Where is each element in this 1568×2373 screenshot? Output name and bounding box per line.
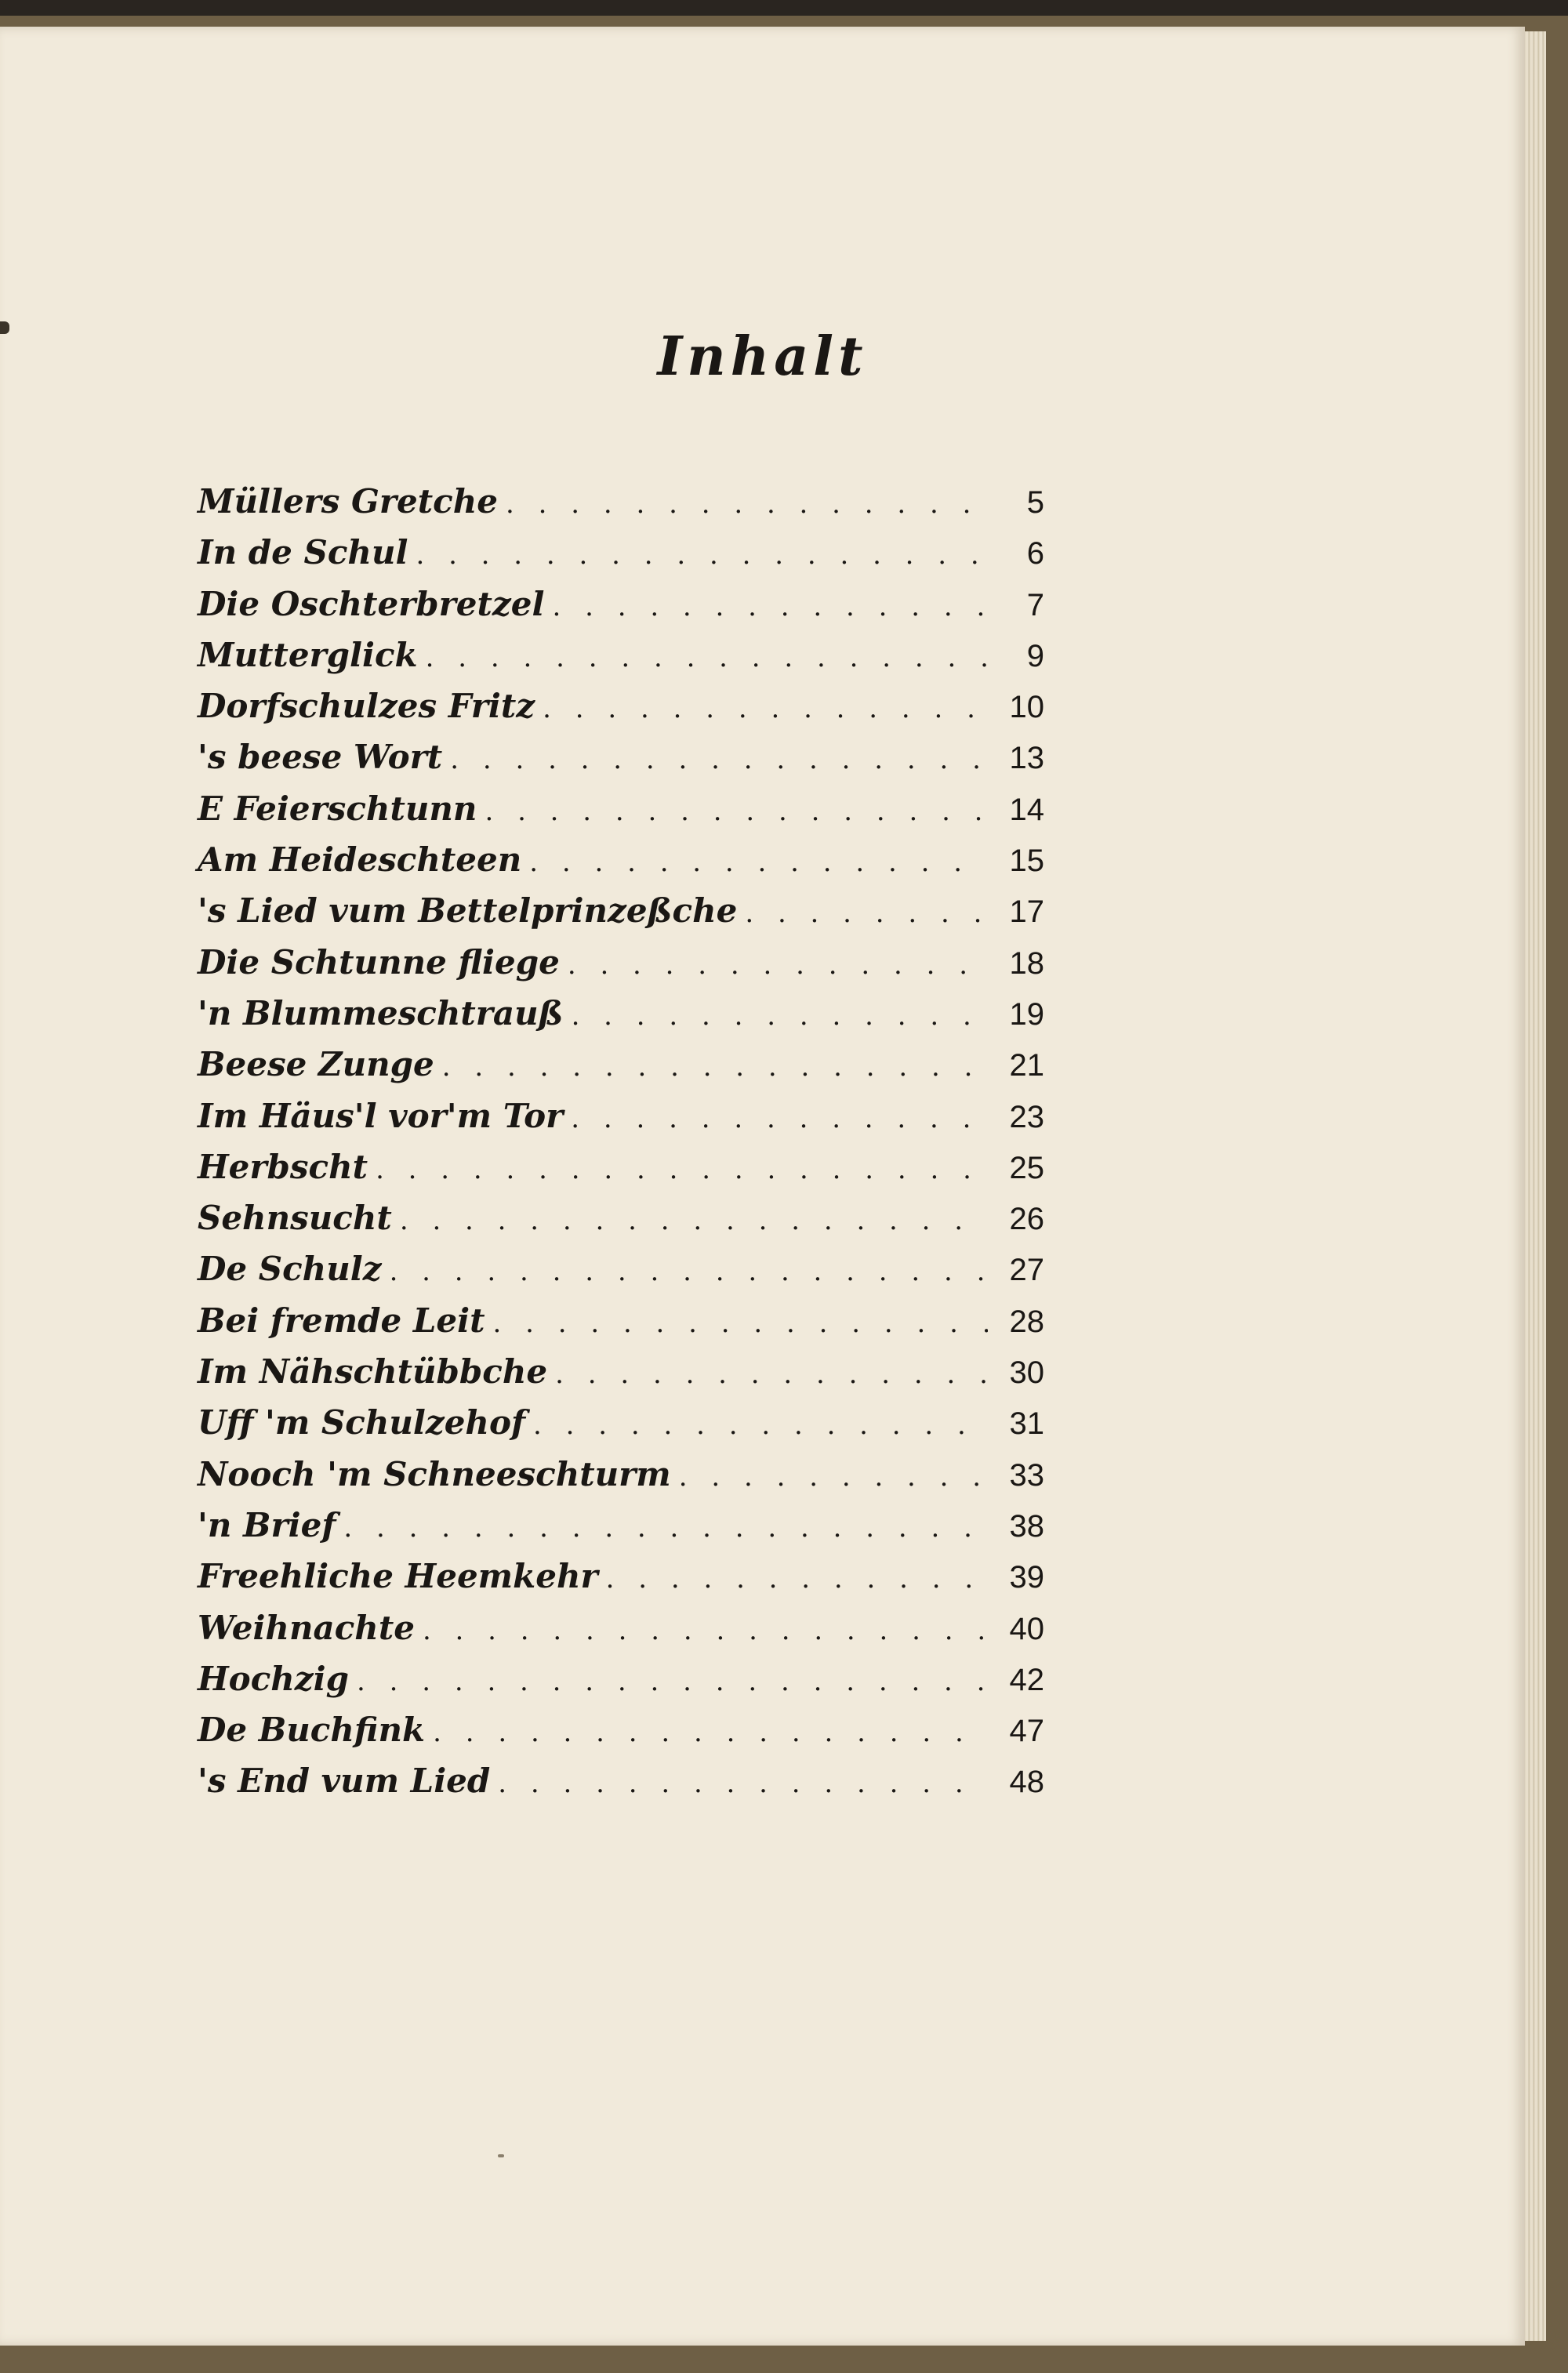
toc-entry	[198, 943, 1044, 994]
toc-entry	[198, 1455, 1044, 1506]
toc-entry-page: 19	[1009, 996, 1044, 1032]
toc-leader-dots	[423, 1615, 988, 1646]
toc-leader-dots	[679, 1461, 988, 1493]
toc-entry	[198, 1250, 1044, 1301]
toc-leader-dots	[543, 693, 988, 724]
toc-entry-page: 28	[1009, 1304, 1044, 1339]
toc-entry-page: 48	[1009, 1765, 1044, 1800]
toc-entry	[198, 636, 1044, 687]
toc-entry-page: 15	[1009, 844, 1044, 879]
toc-entry-title: Müllers Gretche	[198, 482, 499, 521]
toc-leader-dots	[533, 1410, 988, 1441]
toc-entry-page: 21	[1009, 1048, 1044, 1083]
toc-leader-dots	[492, 1308, 988, 1339]
toc-leader-dots	[426, 642, 988, 673]
toc-leader-dots	[400, 1205, 988, 1236]
toc-leader-dots	[498, 1768, 988, 1799]
toc-entry-title: Weihnachte	[198, 1608, 415, 1647]
toc-entry	[198, 1660, 1044, 1711]
toc-entry-title: Die Schtunne fliege	[198, 942, 560, 981]
toc-entry-title: Hochzig	[198, 1659, 349, 1698]
toc-entry-page: 33	[1009, 1457, 1044, 1493]
toc-entry	[198, 891, 1044, 942]
toc-entry-title: Am Heideschteen	[198, 840, 522, 880]
toc-leader-dots	[552, 591, 988, 622]
toc-entry-title: Uff 'm Schulzehof	[198, 1403, 526, 1442]
toc-entry-title: Bei fremde Leit	[198, 1301, 485, 1340]
toc-entry-title: In de Schul	[198, 533, 408, 572]
toc-entry-title: E Feierschtunn	[198, 789, 477, 828]
toc-leader-dots	[343, 1512, 988, 1544]
paper-speck	[498, 2154, 504, 2157]
toc-entry	[198, 1301, 1044, 1352]
toc-leader-dots	[506, 488, 988, 520]
toc-entry-title: Mutterglick	[198, 635, 418, 674]
toc-leader-dots	[529, 847, 988, 878]
toc-entry-title: Freehliche Heemkehr	[198, 1557, 598, 1596]
toc-entry-page: 25	[1009, 1150, 1044, 1185]
toc-entry-title: Dorfschulzes Fritz	[198, 687, 535, 726]
toc-entry-title: Im Häus'l vor'm Tor	[198, 1096, 564, 1135]
toc-entry-title: 'n Blummeschtrauß	[198, 993, 564, 1032]
toc-entry	[198, 1403, 1044, 1454]
toc-entry-page: 6	[1026, 536, 1044, 571]
toc-entry-page: 30	[1009, 1355, 1044, 1391]
page-title: Inhalt	[657, 325, 868, 388]
toc-entry	[198, 1045, 1044, 1096]
toc-entry-page: 10	[1009, 690, 1044, 725]
toc-entry-title: Die Oschterbretzel	[198, 584, 545, 623]
toc-entry-title: Beese Zunge	[198, 1045, 434, 1084]
toc-leader-dots	[485, 796, 988, 827]
toc-entry-page: 7	[1026, 587, 1044, 622]
toc-entry-page: 9	[1026, 638, 1044, 673]
toc-leader-dots	[571, 1103, 988, 1134]
toc-leader-dots	[357, 1666, 988, 1697]
toc-entry-title: Sehnsucht	[198, 1199, 392, 1238]
toc-entry-page: 18	[1009, 945, 1044, 981]
toc-entry-page: 23	[1009, 1099, 1044, 1134]
toc-entry	[198, 482, 1044, 533]
toc-leader-dots	[442, 1051, 988, 1083]
toc-entry	[198, 1557, 1044, 1608]
toc-entry-title: 's End vum Lied	[198, 1762, 491, 1801]
toc-entry	[198, 1097, 1044, 1148]
toc-leader-dots	[433, 1717, 988, 1748]
toc-entry	[198, 1506, 1044, 1557]
toc-entry-title: 'n Brief	[198, 1505, 336, 1544]
toc-entry-page: 26	[1009, 1202, 1044, 1237]
toc-entry	[198, 738, 1044, 789]
toc-entry	[198, 1609, 1044, 1660]
toc-entry	[198, 687, 1044, 738]
toc-leader-dots	[568, 949, 988, 981]
toc-leader-dots	[390, 1256, 988, 1287]
toc-entry-title: De Buchfink	[198, 1711, 426, 1750]
toc-entry-page: 17	[1009, 894, 1044, 930]
toc-entry-page: 14	[1009, 792, 1044, 827]
toc-entry	[198, 1352, 1044, 1403]
toc-entry	[198, 789, 1044, 840]
table-of-contents	[198, 482, 1044, 1813]
toc-entry-title: Herbscht	[198, 1147, 368, 1186]
toc-entry-page: 13	[1009, 741, 1044, 776]
toc-leader-dots	[606, 1563, 988, 1595]
toc-leader-dots	[745, 898, 988, 929]
toc-leader-dots	[450, 744, 988, 775]
toc-entry	[198, 994, 1044, 1045]
toc-entry-title: Nooch 'm Schneeschturm	[198, 1454, 671, 1493]
toc-entry-title: Im Nähschtübbche	[198, 1352, 548, 1392]
toc-entry-title: 's Lied vum Bettelprinzeßche	[198, 891, 738, 931]
toc-entry-page: 31	[1009, 1406, 1044, 1442]
toc-entry-page: 42	[1009, 1662, 1044, 1697]
toc-entry-title: 's beese Wort	[198, 738, 443, 777]
toc-entry-page: 5	[1026, 485, 1044, 520]
toc-entry-title: De Schulz	[198, 1250, 382, 1289]
toc-entry	[198, 1762, 1044, 1812]
toc-entry-page: 47	[1009, 1714, 1044, 1749]
toc-leader-dots	[376, 1154, 988, 1185]
toc-entry-page: 40	[1009, 1611, 1044, 1646]
toc-entry	[198, 1199, 1044, 1250]
toc-entry-page: 39	[1009, 1560, 1044, 1595]
toc-entry-page: 27	[1009, 1253, 1044, 1288]
toc-entry-page: 38	[1009, 1508, 1044, 1544]
toc-leader-dots	[572, 1000, 988, 1032]
toc-leader-dots	[555, 1359, 988, 1390]
toc-leader-dots	[416, 539, 988, 571]
toc-entry	[198, 585, 1044, 636]
toc-entry	[198, 533, 1044, 584]
toc-entry	[198, 1711, 1044, 1762]
toc-entry	[198, 840, 1044, 891]
toc-entry	[198, 1148, 1044, 1199]
